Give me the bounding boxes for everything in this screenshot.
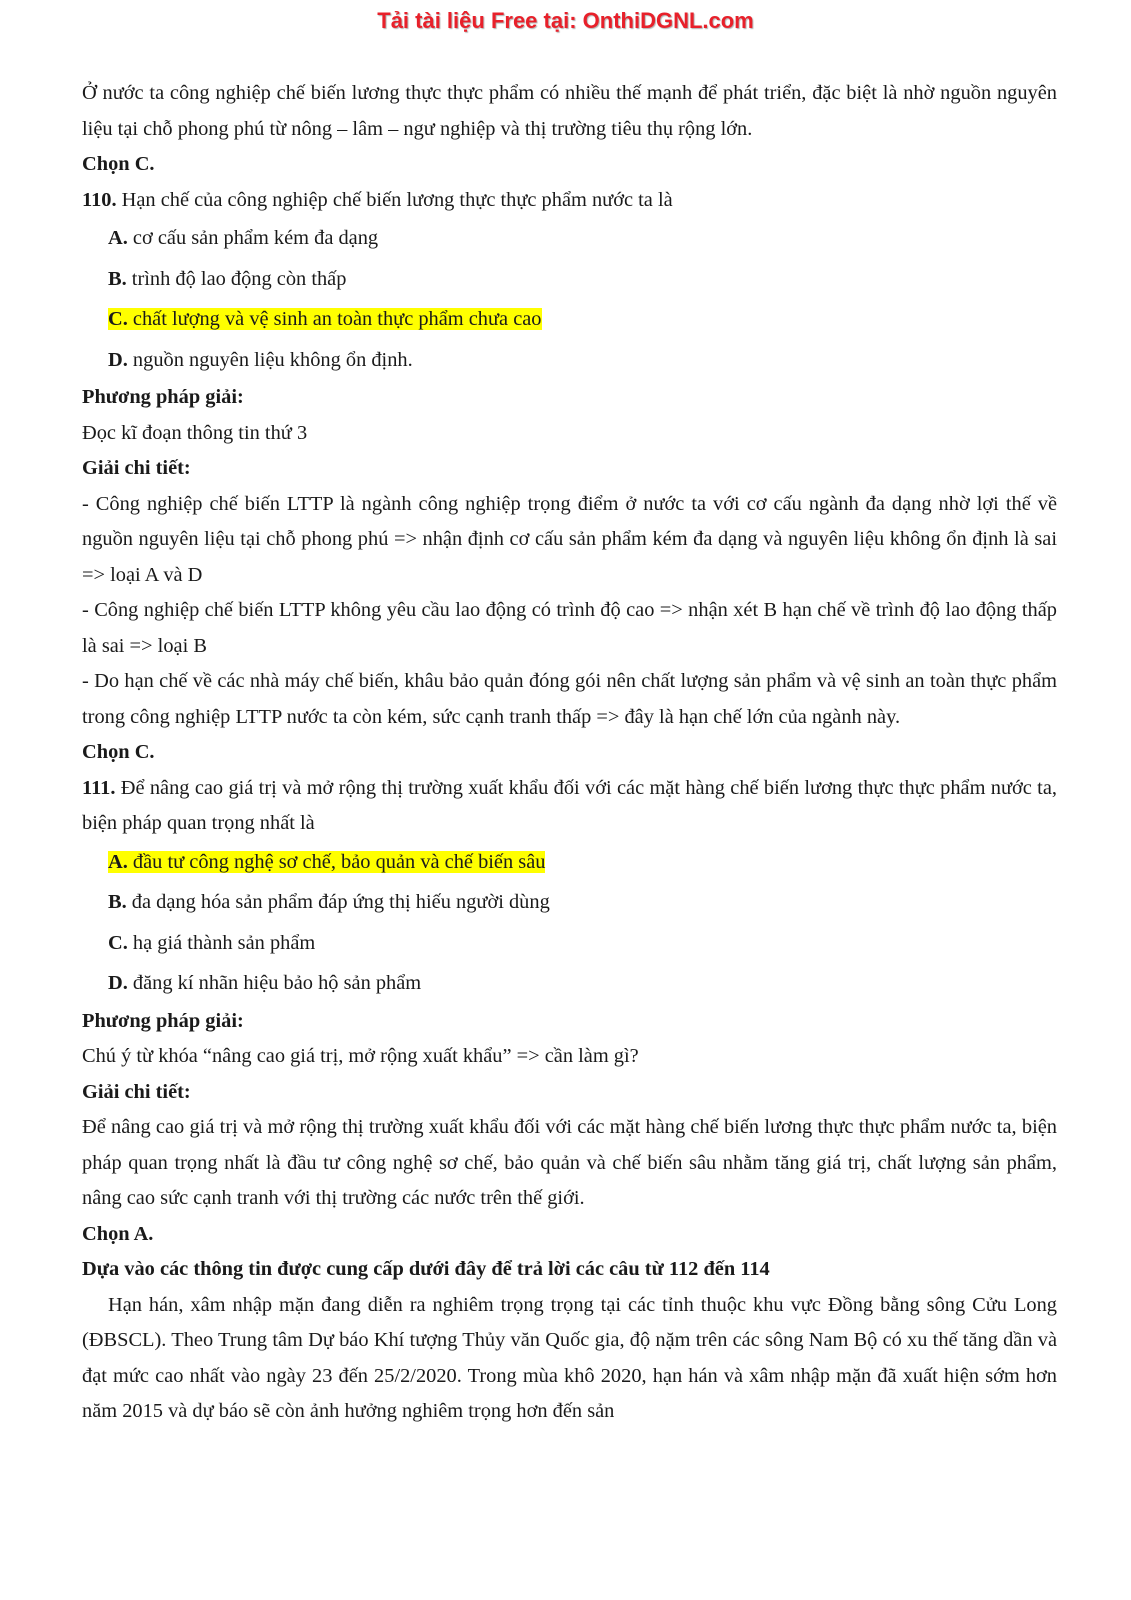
- option-text: nguồn nguyên liệu không ổn định.: [127, 348, 413, 371]
- option-110-c-correct: [108, 299, 1057, 340]
- method-text: Chú ý từ khóa “nâng cao giá trị, mở rộng xuất khẩu” => cần làm gì?: [82, 1045, 639, 1067]
- option-letter: D.: [108, 972, 128, 994]
- section-heading: Dựa vào các thông tin được cung cấp dưới đây để trả lời các câu từ 112 đến 114: [82, 1258, 770, 1280]
- option-text: hạ giá thành sản phẩm: [127, 931, 316, 954]
- detail-paragraph: Để nâng cao giá trị và mở rộng thị trường xuất khẩu đối với các mặt hàng chế biến lương thực thực phẩm nước ta, biện pháp quan trọng nhất là đầu tư công nghệ sơ chế, bảo quản và chế biến sâu nhằm tăng giá trị, chất lượng sản phẩm, nâng cao sức cạnh tranh với thị trường các nước trên thế giới.: [82, 1116, 1057, 1209]
- question-number: 111.: [82, 776, 116, 799]
- option-letter: A.: [108, 227, 128, 249]
- option-letter: C.: [108, 308, 128, 330]
- answer-111: Chọn A.: [82, 1222, 154, 1245]
- method-label: Phương pháp giải:: [82, 1009, 244, 1032]
- option-letter: B.: [108, 267, 127, 290]
- answer-highlight: [108, 851, 545, 873]
- method-text: Đọc kĩ đoạn thông tin thứ 3: [82, 421, 308, 444]
- question-text: Hạn chế của công nghiệp chế biến lương thực thực phẩm nước ta là: [116, 188, 673, 211]
- option-110-a: [108, 218, 1057, 259]
- option-110-d: [108, 340, 1057, 381]
- detail-paragraph: - Do hạn chế về các nhà máy chế biến, khâu bảo quản đóng gói nên chất lượng sản phẩm và vệ sinh an toàn thực phẩm trong công nghiệp LTTP nước ta còn kém, sức cạnh tranh thấp => đây là hạn chế lớn của ngành này.: [82, 670, 1057, 728]
- header-banner[interactable]: Tải tài liệu Free tại: OnthiDGNL.com: [377, 8, 754, 33]
- option-111-b: [108, 882, 1057, 923]
- question-number: 110.: [82, 188, 117, 211]
- option-letter: A.: [108, 850, 128, 873]
- question-text: Để nâng cao giá trị và mở rộng thị trường xuất khẩu đối với các mặt hàng chế biến lương thực thực phẩm nước ta, biện pháp quan trọng nhất là: [82, 776, 1057, 834]
- question-111: [82, 771, 1057, 842]
- method-label: Phương pháp giải:: [82, 386, 244, 408]
- option-letter: D.: [108, 348, 128, 371]
- option-111-c: [108, 923, 1057, 964]
- detail-label: Giải chi tiết:: [82, 1080, 191, 1103]
- answer-110: Chọn C.: [82, 741, 155, 763]
- question-110: [82, 183, 1057, 219]
- answer-highlight: [108, 308, 542, 330]
- detail-paragraph: - Công nghiệp chế biến LTTP là ngành công nghiệp trọng điểm ở nước ta với cơ cấu ngành đa dạng nhờ lợi thế về nguồn nguyên liệu tại chỗ phong phú => nhận định cơ cấu sản phẩm kém đa dạng và nguyên liệu không ổn định là sai => loại A và D: [82, 492, 1057, 586]
- option-text: đa dạng hóa sản phẩm đáp ứng thị hiếu người dùng: [126, 891, 550, 913]
- detail-paragraph: - Công nghiệp chế biến LTTP không yêu cầu lao động có trình độ cao => nhận xét B hạn chế về trình độ lao động thấp là sai => loại B: [82, 599, 1057, 657]
- option-text: đăng kí nhãn hiệu bảo hộ sản phẩm: [127, 972, 422, 994]
- option-111-a-correct: [108, 842, 1057, 883]
- option-110-b: [108, 259, 1057, 300]
- option-text: đầu tư công nghệ sơ chế, bảo quản và chế biến sâu: [127, 850, 546, 873]
- detail-label: Giải chi tiết:: [82, 457, 191, 479]
- option-letter: C.: [108, 931, 128, 954]
- option-text: cơ cấu sản phẩm kém đa dạng: [127, 227, 379, 249]
- option-text: trình độ lao động còn thấp: [126, 267, 347, 290]
- answer-109: Chọn C.: [82, 153, 155, 175]
- option-letter: B.: [108, 891, 127, 913]
- document-content: [82, 76, 1057, 1430]
- intro-paragraph: Ở nước ta công nghiệp chế biến lương thực thực phẩm có nhiều thế mạnh để phát triển, đặc biệt là nhờ nguồn nguyên liệu tại chỗ phong phú từ nông – lâm – ngư nghiệp và thị trường tiêu thụ rộng lớn.: [82, 82, 1057, 140]
- option-111-d: [108, 963, 1057, 1004]
- option-text: chất lượng và vệ sinh an toàn thực phẩm chưa cao: [127, 308, 542, 330]
- section-paragraph: Hạn hán, xâm nhập mặn đang diễn ra nghiêm trọng trọng tại các tỉnh thuộc khu vực Đồng bằng sông Cửu Long (ĐBSCL). Theo Trung tâm Dự báo Khí tượng Thủy văn Quốc gia, độ nặm trên các sông Nam Bộ có xu thế tăng dần và đạt mức cao nhất vào ngày 23 đến 25/2/2020. Trong mùa khô 2020, hạn hán và xâm nhập mặn đã xuất hiện sớm hơn năm 2015 và dự báo sẽ còn ảnh hưởng nghiêm trọng hơn đến sản: [82, 1293, 1057, 1422]
